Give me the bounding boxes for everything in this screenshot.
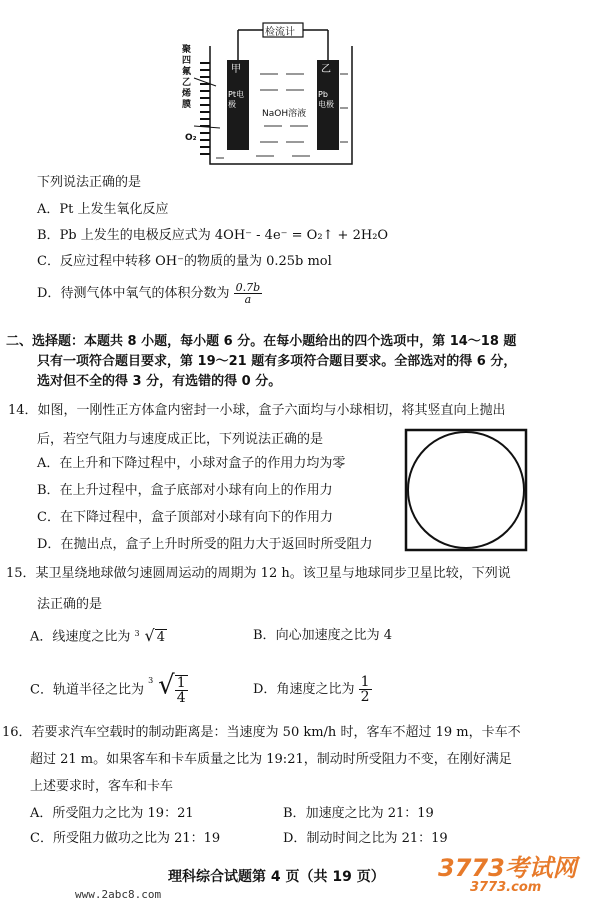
watermark-logo: 3773考试网: [438, 854, 577, 882]
q15-option-b: B．向心加速度之比为 4: [253, 628, 392, 643]
page-footer: 理科综合试题第 4 页（共 19 页）: [168, 869, 385, 885]
section2-line3: 选对但不全的得 3 分，有选错的得 0 分。: [37, 374, 282, 389]
watermark-url: 3773.com: [470, 880, 542, 895]
q13-option-c: C．反应过程中转移 OH⁻的物质的量为 0.25b mol: [37, 254, 332, 269]
q15-option-a: A．线速度之比为 3 √ 4: [30, 626, 166, 645]
q13-option-b: B．Pb 上发生的电极反应式为 4OH⁻ - 4e⁻ = O₂↑ + 2H₂O: [37, 228, 389, 243]
electrode-right-name: Pb电极: [318, 90, 334, 109]
q16-line3: 上述要求时，客车和卡车: [30, 779, 174, 794]
q13-stem: 下列说法正确的是: [37, 175, 142, 190]
o2-label: O₂: [185, 133, 197, 143]
q16-option-a: A．所受阻力之比为 19：21: [30, 806, 194, 821]
q14-line1: 14．如图，一刚性正方体盒内密封一小球，盒子六面均与小球相切，将其竖直向上抛出: [8, 403, 506, 418]
q14-line2: 后，若空气阻力与速度成正比，下列说法正确的是: [37, 432, 324, 447]
q13-d-fraction: $\frac{0.7b}{a}$: [235, 281, 261, 306]
q14-option-b: B．在上升过程中，盒子底部对小球有向上的作用力: [37, 483, 333, 498]
box-ball-figure: [404, 428, 528, 552]
q13-option-d: D．待测气体中氧气的体积分数为 $\frac{0.7b}{a}$: [37, 281, 261, 306]
q15-line1: 15．某卫星绕地球做匀速圆周运动的周期为 12 h。该卫星与地球同步卫星比较，下列说: [6, 566, 511, 581]
q16-line2: 超过 21 m。如果客车和卡车质量之比为 19:21，制动时所受阻力不变，在刚好满足: [30, 752, 512, 767]
galvanometer-label: 检流计: [265, 27, 295, 38]
electrode-left-name: Pt电极: [228, 90, 244, 109]
solution-label: NaOH溶液: [262, 109, 307, 119]
q16-option-d: D．制动时间之比为 21：19: [283, 831, 448, 846]
q15-option-c: C．轨道半径之比为 3 √ $\frac{1}{4}$: [30, 670, 186, 706]
q13-option-a: A．Pt 上发生氧化反应: [37, 202, 169, 217]
electrode-right-tag: 乙: [321, 64, 331, 75]
q14-option-c: C．在下降过程中，盒子顶部对小球有向下的作用力: [37, 510, 333, 525]
q15-line2: 法正确的是: [37, 597, 103, 612]
source-site: www.2abc8.com: [75, 888, 162, 901]
section2-line2: 只有一项符合题目要求，第 19～21 题有多项符合题目要求。全部选对的得 6 分，: [37, 354, 517, 369]
q16-line1: 16．若要求汽车空载时的制动距离是：当速度为 50 km/h 时，客车不超过 19 m，卡车不: [2, 725, 521, 740]
q16-option-b: B．加速度之比为 21：19: [283, 806, 434, 821]
electrode-left-tag: 甲: [231, 64, 241, 75]
q15-a-cube-root: 3 √ 4: [134, 626, 166, 645]
membrane-label: 聚 四 氟 乙 烯 膜: [182, 45, 192, 110]
q15-option-d: D．角速度之比为 $\frac{1}{2}$: [253, 674, 370, 705]
q14-option-a: A．在上升和下降过程中，小球对盒子的作用力均为零: [37, 456, 346, 471]
q15-d-fraction: $\frac{1}{2}$: [360, 674, 370, 705]
q14-option-d: D．在抛出点，盒子上升时所受的阻力大于返回时所受阻力: [37, 537, 373, 552]
q15-c-cube-root: 3 √ $\frac{1}{4}$: [148, 670, 186, 706]
q16-option-c: C．所受阻力做功之比为 21：19: [30, 831, 221, 846]
section2-line1: 二、选择题：本题共 8 小题，每小题 6 分。在每小题给出的四个选项中，第 14～18 题: [6, 334, 517, 349]
